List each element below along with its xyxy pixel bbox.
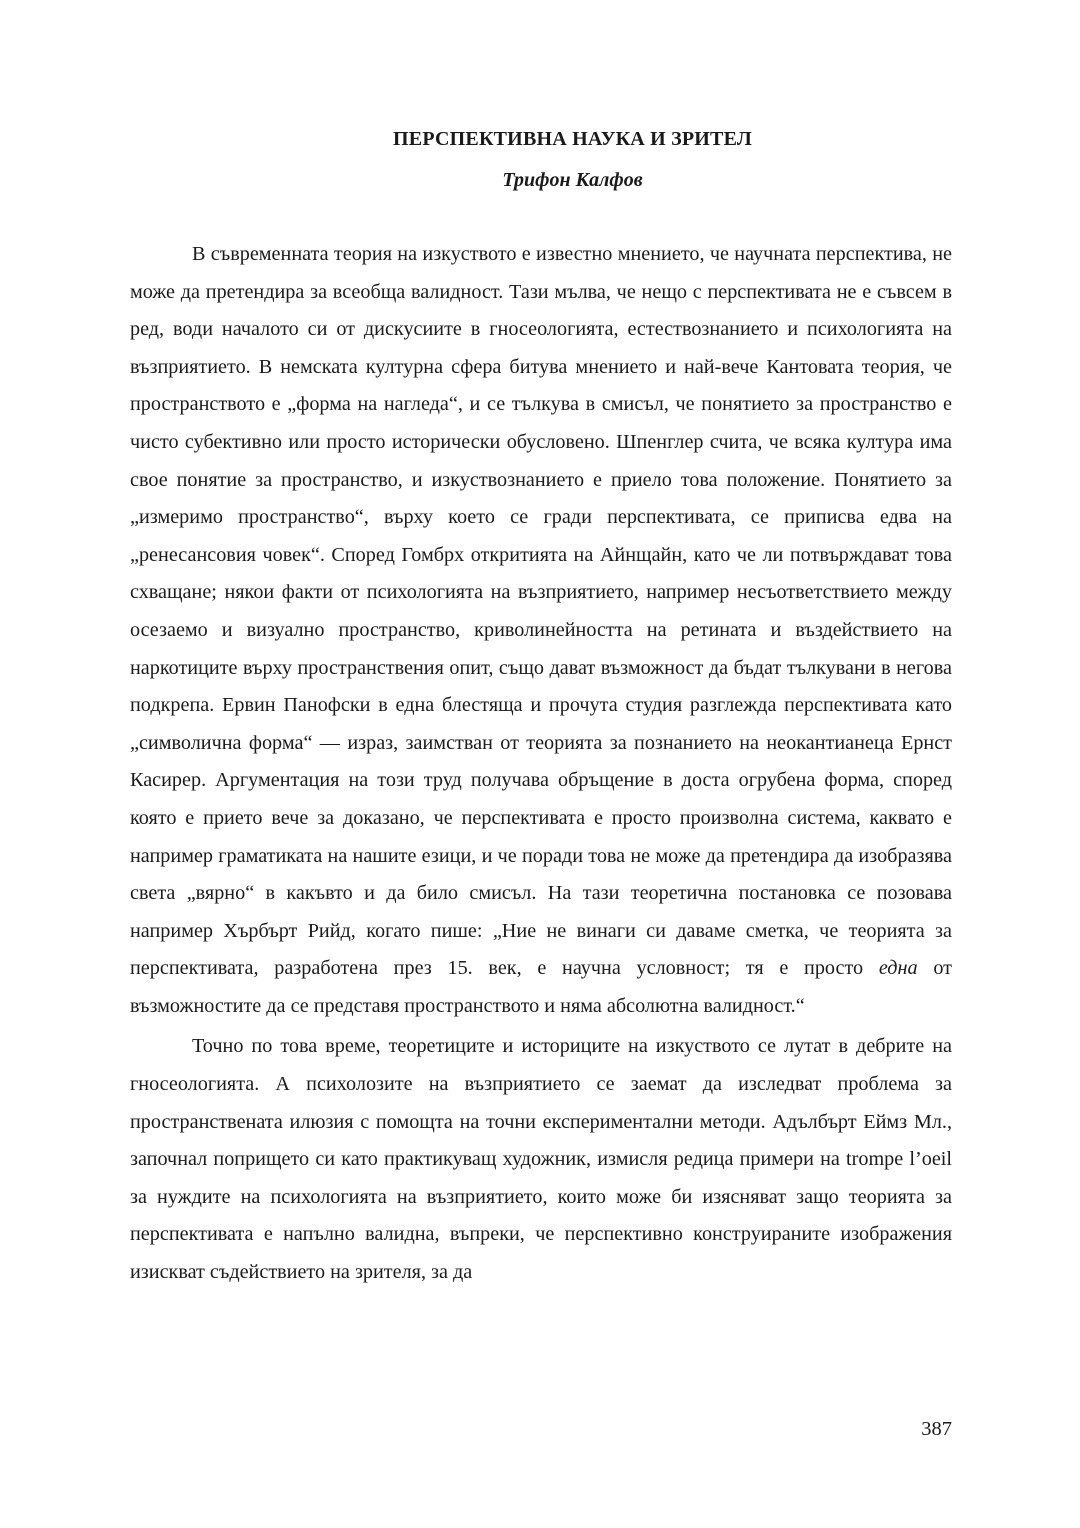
paragraph: [130, 236, 952, 1025]
emphasis-text: една: [878, 957, 918, 980]
paragraph: Точно по това време, теоретиците и историците на изкуството се лутат в дебрите на гносеологията. А психолозите на възприятието се заемат да изследват проблема за пространствената илюзия с помощта на точни експериментални методи. Адълбърт Еймз Мл., започнал попрището си като практикуващ художник, измисля редица примери на trompe l’oeil за нуждите на психологията на възприятието, които може би изясняват защо теорията за перспективата е напълно валидна, въпреки, че перспективно конструираните изображения изискват съдействието на зрителя, за да: [130, 1035, 952, 1284]
article-body: [130, 236, 952, 1292]
paragraph-text: от възможностите да се представя пространството и няма абсолютна валидност.“: [130, 957, 952, 1017]
page-number: 387: [921, 1418, 952, 1440]
paragraph-text: В съвременната теория на изкуството е известно мнението, че научната перспектива, не може да претендира за всеобща валидност. Тази мълва, че нещо с перспективата не е съвсем в ред, води началото си от дискусиите в гносеологията, естествознанието и психологията на възприятието. В немската културна сфера битува мнението и най-вече Кантовата теория, че пространството е „форма на нагледа“, и се тълкува в смисъл, че понятието за пространство е чисто субективно или просто исторически обусловено. Шпенглер счита, че всяка култура има свое понятие за пространство, и изкуствознанието е приело това положение. Понятието за „измеримо пространство“, върху което се гради перспективата, се приписва едва на „ренесансовия човек“. Според Гомбрх откритията на Айнщайн, като че ли потвърждават това схващане; някои факти от психологията на възприятието, например несъответствието между осезаемо и визуално пространство, криволинейността на ретината и въздействието на наркотиците върху пространствения опит, също дават възможност да бъдат тълкувани в негова подкрепа. Ервин Панофски в една блестяща и прочута студия разглежда перспективата като „символична форма“ — израз, заимстван от теорията за познанието на неокантианеца Ернст Касирер. Аргументация на този труд получава обръщение в доста огрубена форма, според която е прието вече за доказано, че перспективата е просто произволна система, каквато е например граматиката на нашите езици, и че поради това не може да претендира да изобразява света „вярно“ в какъвто и да било смисъл. На тази теоретична постановка се позовава например Хърбърт Рийд, когато пише: „Ние не винаги си даваме сметка, че теорията за перспективата, разработена през 15. век, е научна условност; тя е просто: [130, 243, 952, 980]
article-author: Трифон Калфов: [502, 169, 643, 191]
article-title: ПЕРСПЕКТИВНА НАУКА И ЗРИТЕЛ: [393, 128, 752, 150]
